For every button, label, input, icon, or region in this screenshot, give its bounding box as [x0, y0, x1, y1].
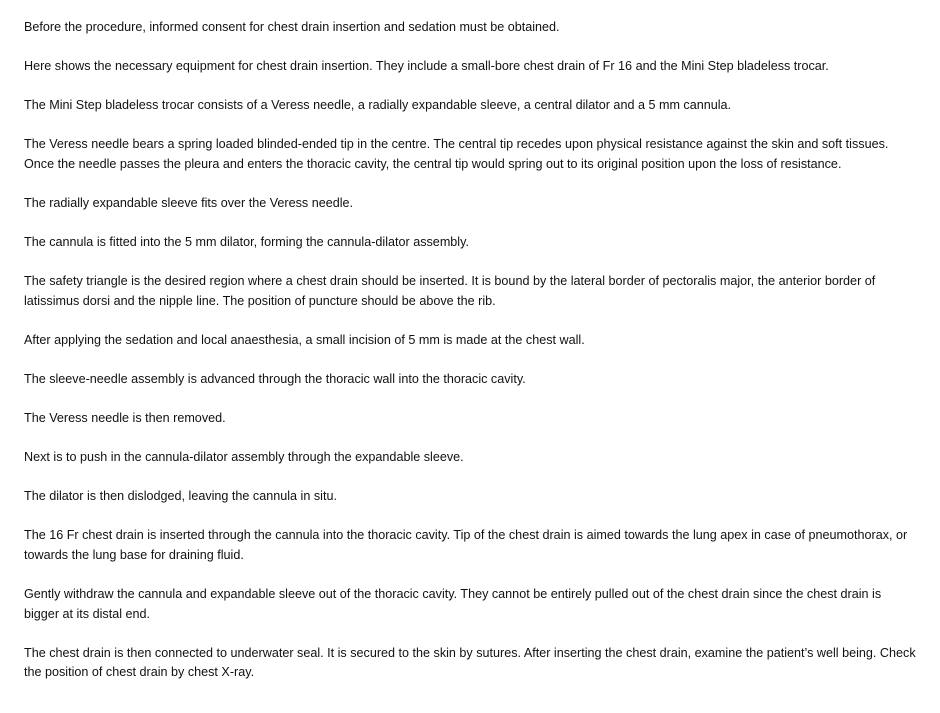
paragraph-dilator-dislodged: The dilator is then dislodged, leaving the cannula in situ. [24, 489, 337, 504]
paragraph-push-assembly: Next is to push in the cannula-dilator assembly through the expandable sleeve. [24, 450, 464, 465]
paragraph-withdraw-cannula: Gently withdraw the cannula and expandable sleeve out of the thoracic cavity. They cannot be entirely pulled out of the chest drain since the chest drain is bigger at its distal end. [24, 587, 882, 621]
paragraph-needle-removal: The Veress needle is then removed. [24, 411, 226, 426]
paragraph-underwater-seal: The chest drain is then connected to underwater seal. It is secured to the skin by sutures. After inserting the chest drain, examine the patient’s well being. Check the position of chest drain by chest X-ray. [24, 645, 916, 680]
paragraph-sleeve-advance: The sleeve-needle assembly is advanced through the thoracic wall into the thoracic cavity. [24, 371, 526, 386]
paragraph-cannula-dilator: The cannula is fitted into the 5 mm dilator, forming the cannula-dilator assembly. [24, 235, 469, 250]
paragraph-expandable-sleeve: The radially expandable sleeve fits over the Veress needle. [24, 195, 354, 210]
paragraph-safety-triangle: The safety triangle is the desired region where a chest drain should be inserted. It is bound by the lateral border of pectoralis major, the anterior border of latissimus dorsi and the nipple line. The position of puncture should be above the rib. [24, 274, 876, 308]
paragraph-incision: After applying the sedation and local anaesthesia, a small incision of 5 mm is made at the chest wall. [24, 332, 585, 347]
paragraph-drain-insertion: The 16 Fr chest drain is inserted through the cannula into the thoracic cavity. Tip of the chest drain is aimed towards the lung apex in case of pneumothorax, or towards the lung base for draining fluid. [24, 528, 908, 562]
paragraph-trocar-components: The Mini Step bladeless trocar consists of a Veress needle, a radially expandable sleeve, a central dilator and a 5 mm cannula. [24, 98, 732, 113]
paragraph-equipment: Here shows the necessary equipment for chest drain insertion. They include a small-bore chest drain of Fr 16 and the Mini Step bladeless trocar. [24, 59, 829, 74]
paragraph-veress-needle: The Veress needle bears a spring loaded blinded-ended tip in the centre. The central tip recedes upon physical resistance against the skin and soft tissues. Once the needle passes the pleura and enters the thoracic cavity, the central tip would spring out to its original position upon the loss of resistance. [24, 137, 889, 171]
paragraph-consent: Before the procedure, informed consent for chest drain insertion and sedation must be obtained. [24, 20, 560, 34]
